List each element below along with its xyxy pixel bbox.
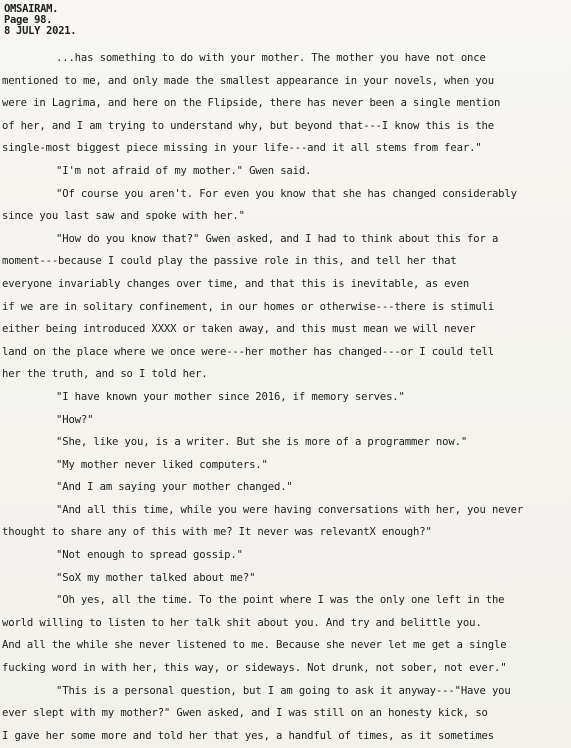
text-line: ...has something to do with your mother. The mother you have not once [56,52,486,64]
text-line: moment---because I could play the passive role in this, and tell her that [2,255,457,268]
text-line: if we are in solitary confinement, in our homes or otherwise---there is stimuli [2,300,495,313]
text-line: "My mother never liked computers." [56,458,268,471]
text-line: "I'm not afraid of my mother." Gwen said. [56,164,312,177]
page-header [4,4,76,37]
text-line: since you last saw and spoke with her." [2,210,245,223]
header-page-number: Page 98. [4,14,53,26]
text-line: world willing to listen to her talk shit about you. And try and belittle you. [2,616,482,629]
text-line: fucking word in with her, this way, or sideways. Not drunk, not sober, not ever." [2,662,507,675]
text-line: "I have known your mother since 2016, if memory serves." [56,390,405,403]
text-line: And all the while she never listened to me. Because she never let me get a single [2,639,507,652]
text-line: "Not enough to spread gossip." [56,549,243,562]
text-line: mentioned to me, and only made the smallest appearance in your novels, when you [2,74,495,87]
text-line: her the truth, and so I told her. [2,368,208,381]
text-line: "Oh yes, all the time. To the point where I was the only one left in the [56,594,505,607]
text-line: "This is a personal question, but I am going to ask it anyway---"Have you [56,684,511,697]
text-line: of her, and I am trying to understand why, but beyond that---I know this is the [2,119,495,132]
text-line: "And I am saying your mother changed." [56,481,293,494]
text-line: were in Lagrima, and here on the Flipside, there has never been a single mention [2,97,501,110]
text-line: thought to share any of this with me? It never was relevantX enough?" [2,526,432,539]
text-line: single-most biggest piece missing in your life---and it all stems from fear." [2,142,482,155]
text-line: "SoX my mother talked about me?" [56,571,256,584]
text-line: "And all this time, while you were having conversations with her, you never [56,503,524,516]
text-line: "Of course you aren't. For even you know that she has changed considerably [56,187,517,200]
text-line: "How do you know that?" Gwen asked, and I had to think about this for a [56,232,499,245]
text-line: "She, like you, is a writer. But she is more of a programmer now." [56,436,468,449]
text-line: "How?" [56,413,94,426]
text-line: I gave her some more and told her that yes, a handful of times, as it sometimes [2,729,495,742]
text-line: everyone invariably changes over time, and that this is inevitable, as even [2,277,470,290]
header-date: 8 JULY 2021. [4,25,77,37]
text-line: ever slept with my mother?" Gwen asked, and I was still on an honesty kick, so [2,707,488,720]
text-line: land on the place where we once were---her mother has changed---or I could tell [2,345,495,358]
page-body-text [2,47,568,747]
header-title: OMSAIRAM. [4,3,59,15]
text-line: either being introduced XXXX or taken away, and this must mean we will never [2,323,476,336]
